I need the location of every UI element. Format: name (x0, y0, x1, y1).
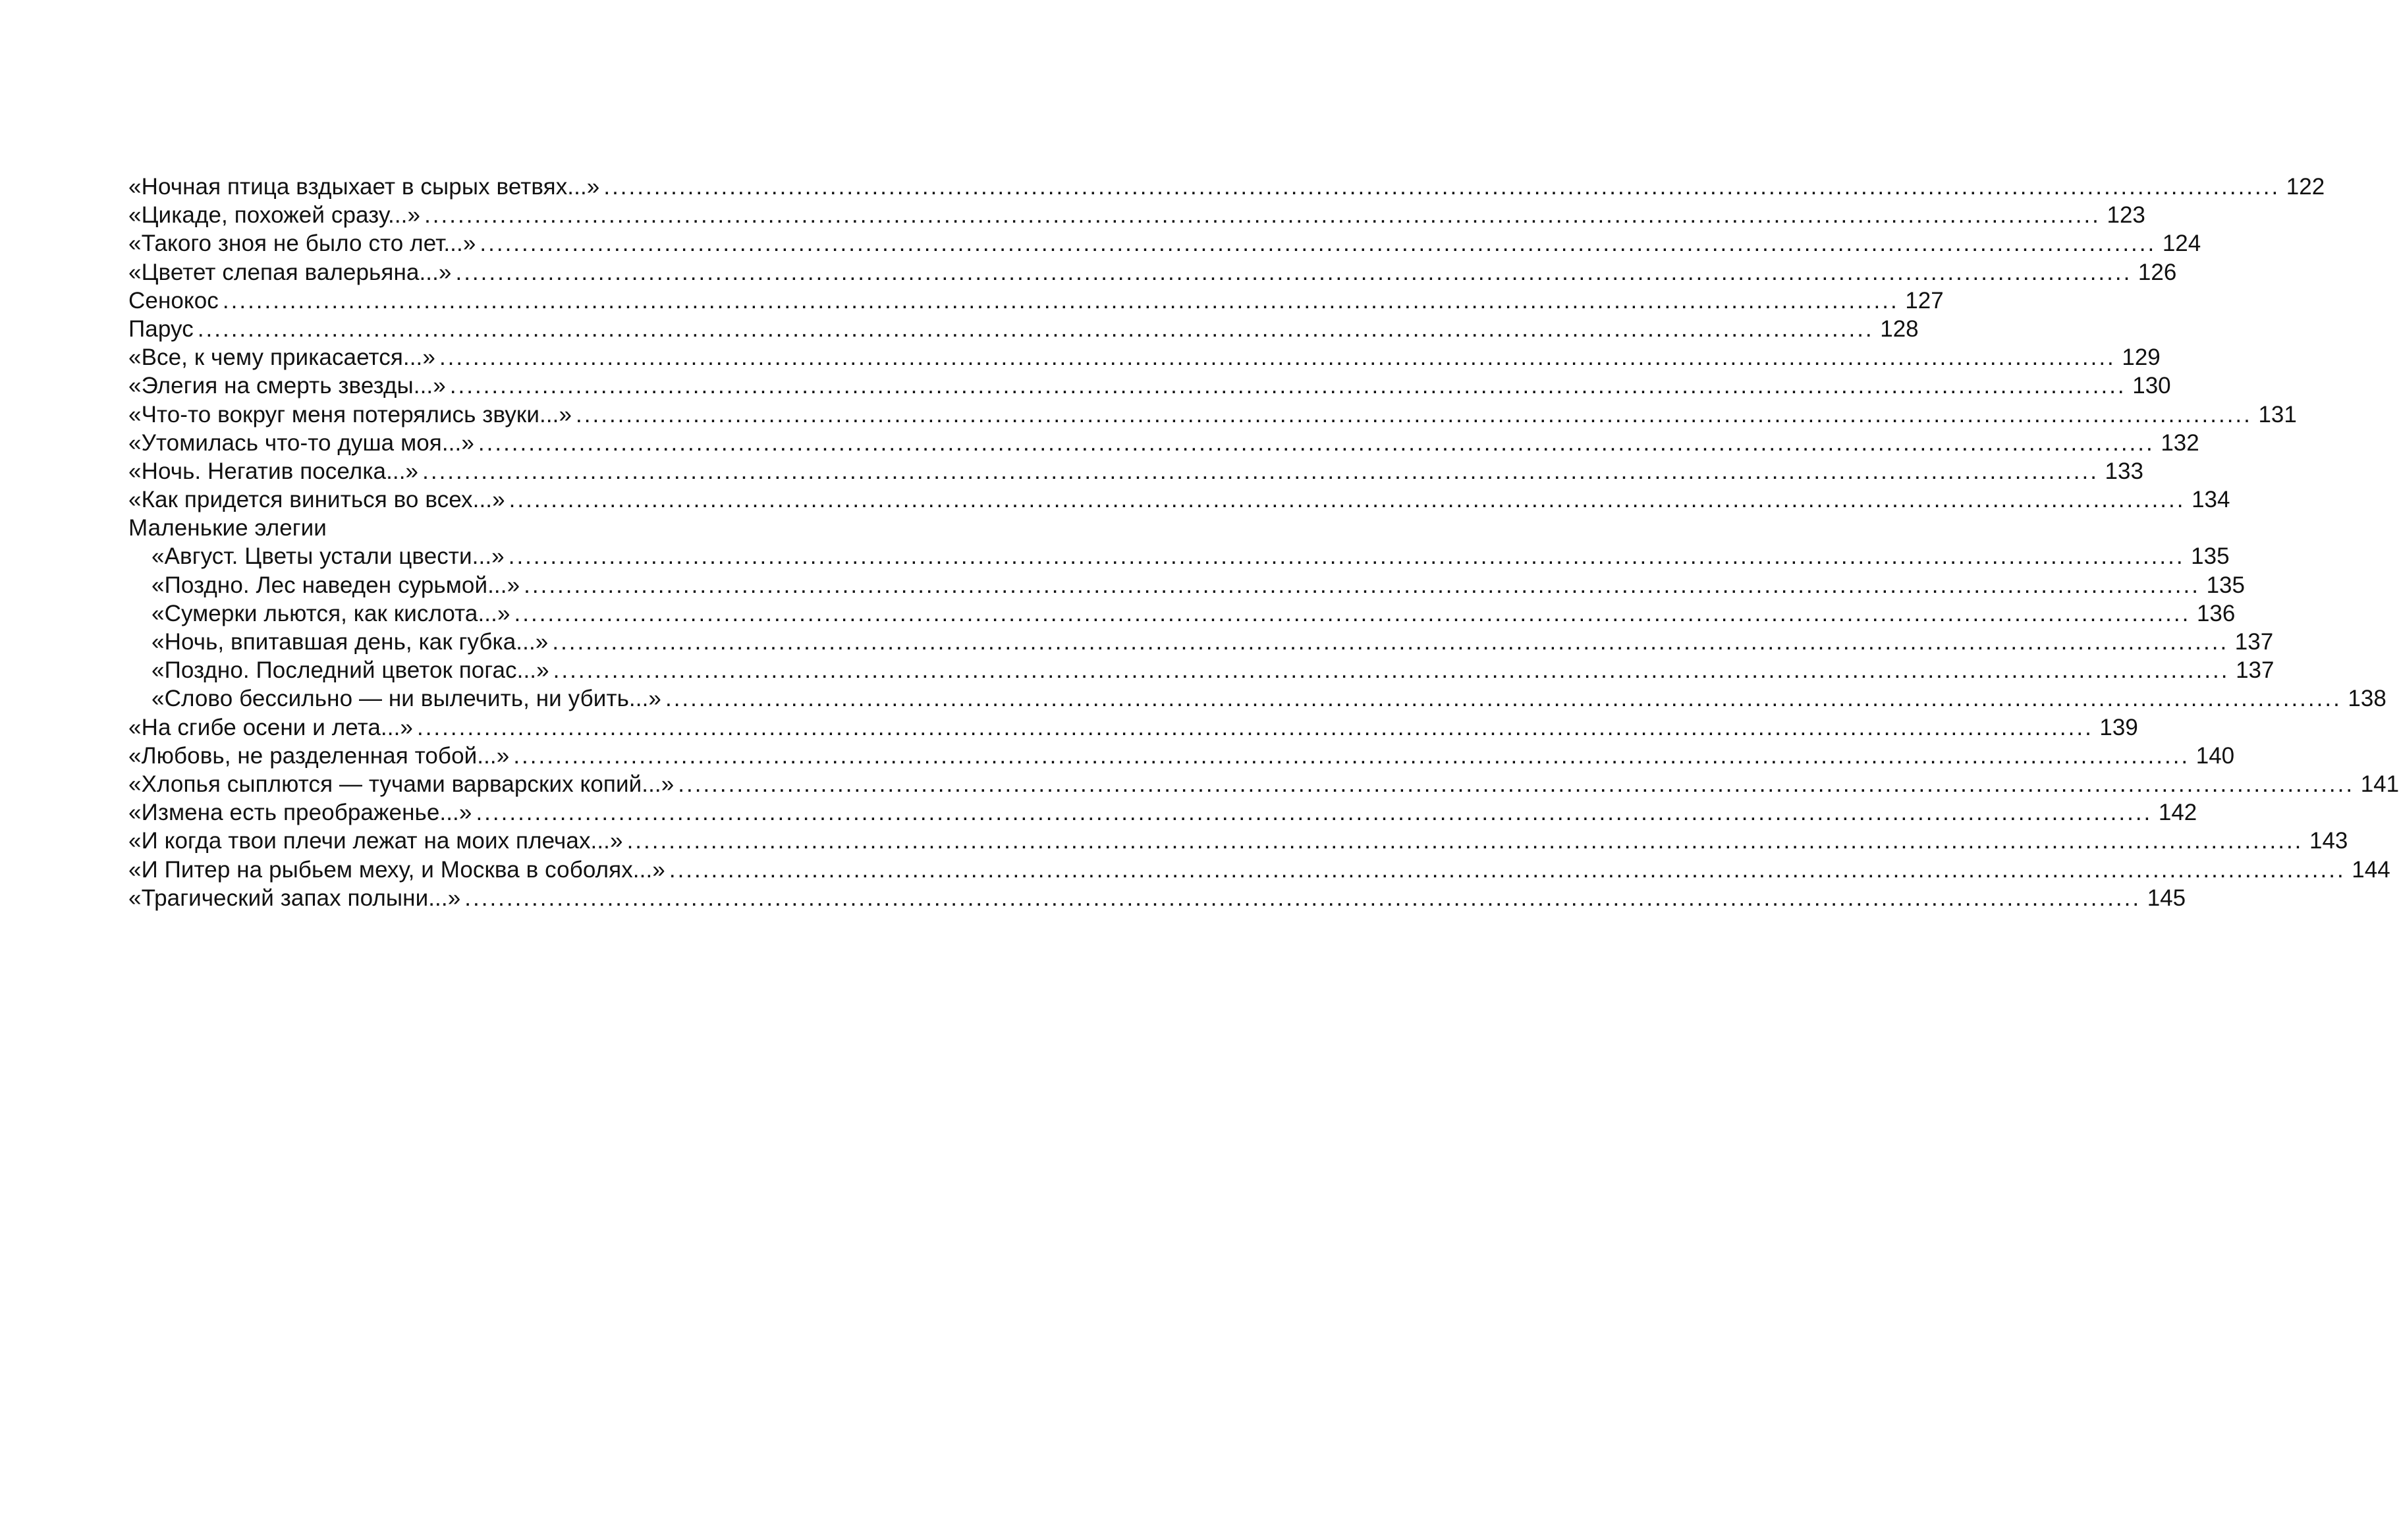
toc-entry (128, 485, 2230, 514)
toc-subentry (128, 656, 2275, 684)
toc-entry-title: «Как придется виниться во всех...» (128, 487, 505, 513)
toc-entry-title: «Любовь, не разделенная тобой...» (128, 742, 510, 769)
toc-entry (128, 258, 2177, 287)
dot-leader: ........................................................................................................................................................................................................ (665, 686, 2342, 712)
toc-entry-title: Сенокос (128, 287, 219, 314)
toc-entry-page: 128 (1880, 316, 1919, 342)
toc-entry-page: 135 (2206, 572, 2245, 598)
toc-entry-title: «На сгибе осени и лета...» (128, 714, 413, 740)
dot-leader: ........................................................................................................................................................................................................ (222, 287, 1899, 314)
toc-entry-page: 124 (2162, 231, 2201, 257)
dot-leader: ........................................................................................................................................................................................................ (439, 344, 2116, 371)
toc-entry-page: 134 (2192, 487, 2230, 513)
dot-leader: ........................................................................................................................................................................................................ (514, 600, 2191, 626)
toc-entry-page: 135 (2191, 543, 2230, 570)
dot-leader: ........................................................................................................................................................................................................ (197, 316, 1874, 342)
toc-entry-title: «Измена есть преображенье...» (128, 800, 472, 826)
toc-subentry (128, 599, 2236, 628)
dot-leader: ........................................................................................................................................................................................................ (416, 714, 2093, 740)
dot-leader: ........................................................................................................................................................................................................ (424, 202, 2101, 229)
toc-entry (128, 287, 1944, 315)
toc-entry-page: 136 (2196, 600, 2236, 626)
toc-entry (128, 827, 2348, 855)
toc-entry-title: «Август. Цветы устали цвести...» (152, 543, 505, 570)
toc-subentry (128, 684, 2386, 713)
dot-leader: ........................................................................................................................................................................................................ (480, 231, 2157, 257)
toc-entry (128, 713, 2138, 742)
toc-entry-title: «Цикаде, похожей сразу...» (128, 202, 421, 229)
toc-subentry (128, 542, 2230, 570)
toc-entry-title: «Элегия на смерть звезды...» (128, 373, 446, 399)
toc-entry-page: 144 (2352, 856, 2390, 883)
dot-leader: ........................................................................................................................................................................................................ (422, 458, 2099, 484)
toc-entry-title: «Слово бессильно — ни вылечить, ни убить...» (152, 686, 661, 712)
toc-entry (128, 884, 2186, 912)
toc-entry-title: «И Питер на рыбьем меху, и Москва в соболях...» (128, 856, 665, 883)
dot-leader: ........................................................................................................................................................................................................ (576, 401, 2252, 427)
toc-entry-page: 142 (2158, 800, 2197, 826)
toc-entry-title: «Ночная птица вздыхает в сырых ветвях...» (128, 174, 600, 200)
toc-entry (128, 429, 2199, 457)
toc-entry (128, 798, 2197, 827)
toc-entry-page: 130 (2132, 373, 2171, 399)
dot-leader: ........................................................................................................................................................................................................ (552, 629, 2229, 655)
dot-leader: ........................................................................................................................................................................................................ (455, 259, 2132, 285)
toc-entry (128, 173, 2325, 201)
dot-leader: ........................................................................................................................................................................................................ (513, 742, 2190, 769)
dot-leader: ........................................................................................................................................................................................................ (476, 800, 2153, 826)
toc-section-heading (128, 514, 744, 542)
toc-entry (128, 770, 2399, 798)
toc-entry-title: «Утомилась что-то душа моя...» (128, 429, 474, 456)
section-title: Маленькие элегии (128, 515, 327, 541)
toc-entry-title: «Все, к чему прикасается...» (128, 344, 435, 371)
toc-entry-page: 139 (2099, 714, 2138, 740)
toc-entry (128, 201, 2145, 229)
dot-leader: ........................................................................................................................................................................................................ (626, 828, 2303, 854)
toc-entry-title: «Цветет слепая валерьяна...» (128, 259, 452, 285)
table-of-contents (128, 173, 2399, 912)
toc-entry-page: 131 (2258, 401, 2297, 427)
toc-entry (128, 457, 2143, 485)
dot-leader: ........................................................................................................................................................................................................ (669, 856, 2346, 883)
dot-leader: ........................................................................................................................................................................................................ (603, 174, 2280, 200)
toc-entry-title: «Поздно. Лес наведен сурьмой...» (152, 572, 520, 598)
toc-entry-title: «Хлопья сыплются — тучами варварских копий...» (128, 771, 675, 797)
toc-entry-page: 145 (2147, 885, 2186, 911)
toc-entry-page: 137 (2236, 657, 2275, 684)
toc-subentry (128, 571, 2245, 599)
toc-entry-page: 137 (2234, 629, 2274, 655)
toc-entry (128, 343, 2161, 371)
toc-entry-title: «Ночь. Негатив поселка...» (128, 458, 419, 484)
toc-entry (128, 371, 2171, 400)
toc-entry-page: 123 (2107, 202, 2145, 229)
dot-leader: ........................................................................................................................................................................................................ (509, 487, 2186, 513)
toc-entry (128, 315, 1919, 343)
toc-entry-title: «Поздно. Последний цветок погас...» (152, 657, 549, 684)
dot-leader: ........................................................................................................................................................................................................ (464, 885, 2141, 911)
toc-entry-page: 127 (1905, 287, 1944, 314)
toc-entry (128, 856, 2390, 884)
toc-entry-title: «Такого зноя не было сто лет...» (128, 231, 476, 257)
dot-leader: ........................................................................................................................................................................................................ (449, 373, 2126, 399)
toc-subentry (128, 628, 2274, 656)
toc-entry-title: «Сумерки льются, как кислота...» (152, 600, 510, 626)
dot-leader: ........................................................................................................................................................................................................ (524, 572, 2200, 598)
toc-entry-page: 143 (2309, 828, 2348, 854)
dot-leader: ........................................................................................................................................................................................................ (678, 771, 2355, 797)
toc-entry-page: 133 (2105, 458, 2143, 484)
toc-entry-title: «Что-то вокруг меня потерялись звуки...» (128, 401, 572, 427)
toc-entry-title: «Ночь, впитавшая день, как губка...» (152, 629, 549, 655)
toc-entry-page: 140 (2195, 742, 2235, 769)
toc-entry-page: 141 (2360, 771, 2399, 797)
dot-leader: ........................................................................................................................................................................................................ (478, 429, 2155, 456)
toc-entry-page: 129 (2122, 344, 2161, 371)
toc-entry-title: «Трагический запах полыни...» (128, 885, 461, 911)
toc-entry-title: Парус (128, 316, 194, 342)
toc-entry (128, 400, 2297, 429)
toc-entry-page: 132 (2161, 429, 2199, 456)
dot-leader: ........................................................................................................................................................................................................ (553, 657, 2230, 684)
toc-entry-page: 126 (2137, 259, 2177, 285)
toc-entry-page: 122 (2286, 174, 2325, 200)
dot-leader: ........................................................................................................................................................................................................ (508, 543, 2185, 570)
toc-entry-page: 138 (2348, 686, 2386, 712)
toc-entry (128, 229, 2201, 258)
toc-entry-title: «И когда твои плечи лежат на моих плечах...» (128, 828, 623, 854)
toc-entry (128, 742, 2235, 770)
